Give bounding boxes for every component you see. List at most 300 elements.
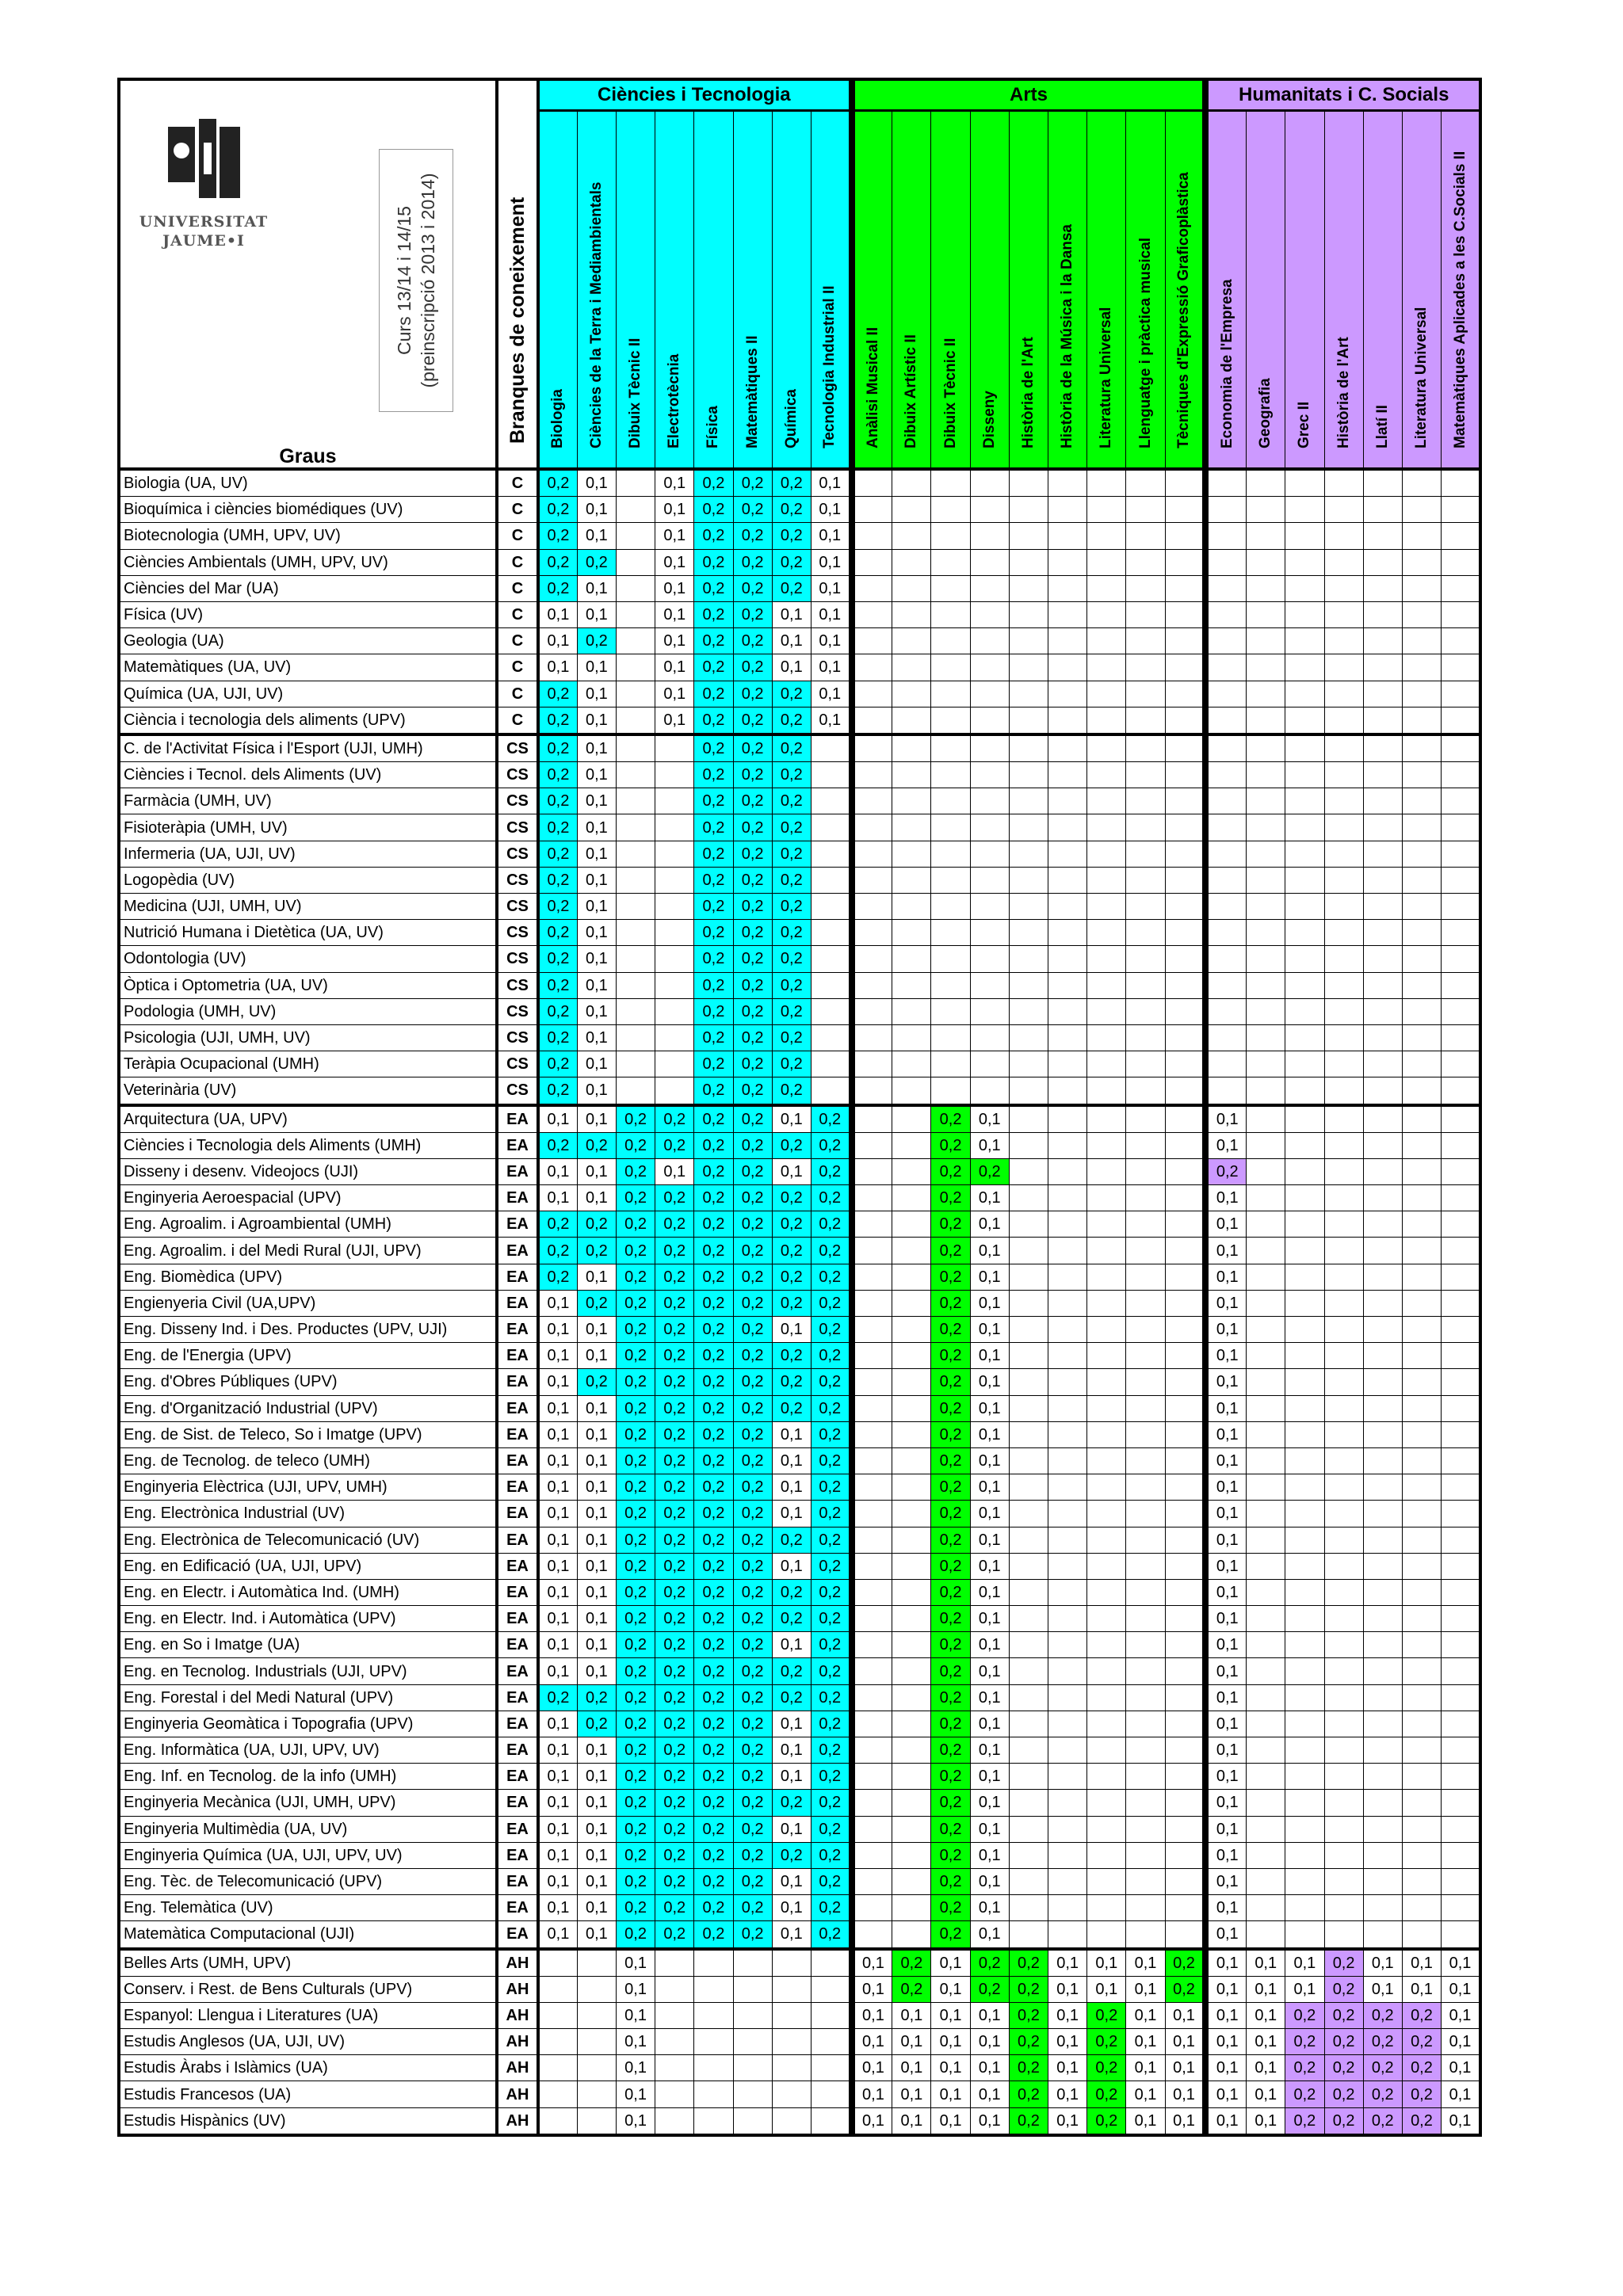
weight-cell [1247,1264,1285,1290]
weight-cell [1126,1051,1165,1077]
weight-cell [1087,1238,1126,1264]
weight-cell [931,841,970,867]
weight-cell: 0,1 [1165,2029,1204,2055]
weight-cell: 0,1 [1207,1579,1246,1605]
weight-cell [1442,1421,1480,1447]
weight-cell: 0,2 [733,1553,772,1579]
weight-cell: 0,2 [811,1317,850,1343]
weight-cell: 0,2 [616,1711,655,1737]
weight-cell [970,734,1009,762]
weight-cell [1048,998,1087,1024]
weight-cell [655,1024,694,1051]
weight-cell [1048,1132,1087,1158]
weight-cell: 0,1 [1207,1737,1246,1764]
weight-cell [970,894,1009,920]
weight-cell: 0,1 [1048,2055,1087,2081]
weight-cell: 0,2 [733,1579,772,1605]
weight-cell [1009,1527,1048,1553]
weight-cell: 0,2 [811,1185,850,1211]
weight-cell [1009,1895,1048,1921]
weight-cell: 0,2 [733,1816,772,1842]
branques-label: Branques de coneixement [506,196,529,444]
weight-cell [1048,1895,1087,1921]
weight-cell [1087,1764,1126,1790]
weight-cell: 0,1 [577,1632,616,1658]
weight-cell: 0,1 [892,2081,931,2107]
weight-cell [854,920,892,946]
subject-label: Ciències de la Terra i Mediambientals [587,181,605,448]
weight-cell: 0,1 [1207,1921,1246,1949]
weight-cell [1126,788,1165,814]
weight-cell [1285,946,1324,972]
weight-cell: 0,2 [1087,2002,1126,2028]
weight-cell [1324,1527,1363,1553]
weight-cell [1048,575,1087,601]
weight-cell: 0,2 [694,920,733,946]
weight-cell: 0,2 [538,998,577,1024]
weight-cell: 0,2 [616,1369,655,1395]
weight-cell [1285,1790,1324,1816]
weight-cell [1402,1501,1441,1527]
weight-cell [1363,1632,1402,1658]
table-row [119,1238,1480,1264]
weight-cell [1442,894,1480,920]
weight-cell [1009,497,1048,523]
weight-cell: 0,2 [733,497,772,523]
weight-cell: 0,2 [694,1051,733,1077]
weight-cell [811,1077,850,1105]
branch-code: EA [497,1553,538,1579]
weight-cell [811,867,850,893]
weight-cell: 0,2 [694,762,733,788]
weight-cell [1285,1684,1324,1711]
weight-cell [655,788,694,814]
weight-cell [1009,1764,1048,1790]
weight-cell [1087,523,1126,549]
table-row [119,1158,1480,1184]
weight-cell: 0,2 [733,1632,772,1658]
weight-cell [892,1868,931,1894]
weight-cell [1247,523,1285,549]
weight-cell [892,1737,931,1764]
weight-cell [1363,1553,1402,1579]
weight-cell [1009,1211,1048,1238]
weight-cell [1442,946,1480,972]
weight-cell [854,1684,892,1711]
weight-cell: 0,1 [1247,2002,1285,2028]
degree-name: Geologia (UA) [119,628,497,654]
weight-cell [1165,1658,1204,1684]
branch-code: EA [497,1421,538,1447]
weight-cell: 0,1 [538,1553,577,1579]
weight-cell [538,1976,577,2002]
branch-code: EA [497,1579,538,1605]
weight-cell [1285,1395,1324,1421]
weight-cell [1402,1105,1441,1133]
weight-cell [970,549,1009,575]
weight-cell: 0,2 [616,1238,655,1264]
weight-cell [1285,920,1324,946]
degree-name: Biotecnologia (UMH, UPV, UV) [119,523,497,549]
weight-cell [1363,920,1402,946]
weight-cell: 0,2 [733,1474,772,1501]
weight-cell: 0,2 [538,734,577,762]
degree-name: Nutrició Humana i Dietètica (UA, UV) [119,920,497,946]
weight-cell [1442,1395,1480,1421]
weight-cell: 0,1 [1048,2081,1087,2107]
weight-cell: 0,2 [538,867,577,893]
access-weights-table [117,78,1482,2137]
weight-cell [1165,549,1204,575]
weight-cell [1402,972,1441,998]
weight-cell [1009,972,1048,998]
weight-cell: 0,2 [733,1868,772,1894]
weight-cell [655,2002,694,2028]
weight-cell [655,946,694,972]
weight-cell: 0,2 [733,1737,772,1764]
branch-code: CS [497,894,538,920]
table-row [119,788,1480,814]
weight-cell: 0,1 [1207,1105,1246,1133]
weight-cell: 0,2 [694,1105,733,1133]
weight-cell [1442,1579,1480,1605]
weight-cell: 0,1 [577,1024,616,1051]
weight-cell [1324,841,1363,867]
branch-code: CS [497,734,538,762]
branch-code: CS [497,1051,538,1077]
curs-line-2: (preinscripció 2013 i 2014) [418,173,438,388]
weight-cell: 0,2 [733,1343,772,1369]
weight-cell: 0,1 [772,1737,811,1764]
weight-cell [1442,1711,1480,1737]
weight-cell: 0,2 [694,1447,733,1474]
weight-cell [1165,788,1204,814]
weight-cell [1126,1343,1165,1369]
weight-cell [1363,762,1402,788]
weight-cell [1324,1105,1363,1133]
weight-cell [1087,1369,1126,1395]
weight-cell [1048,497,1087,523]
weight-cell [616,894,655,920]
weight-cell [1126,1527,1165,1553]
weight-cell [1207,575,1246,601]
weight-cell [1402,1711,1441,1737]
branch-code: AH [497,1949,538,1977]
weight-cell [1165,1024,1204,1051]
weight-cell [931,920,970,946]
weight-cell [1402,1658,1441,1684]
weight-cell [854,707,892,734]
table-row [119,1606,1480,1632]
weight-cell [1087,1395,1126,1421]
weight-cell: 0,1 [1207,1185,1246,1211]
weight-cell [1285,1132,1324,1158]
weight-cell: 0,1 [1207,1501,1246,1527]
weight-cell: 0,1 [1442,1976,1480,2002]
weight-cell [1165,1343,1204,1369]
weight-cell [616,814,655,841]
table-row [119,523,1480,549]
weight-cell [1126,575,1165,601]
weight-cell: 0,2 [772,549,811,575]
weight-cell: 0,2 [1285,2002,1324,2028]
weight-cell: 0,2 [733,1024,772,1051]
weight-cell [1087,1051,1126,1077]
weight-cell [1324,1290,1363,1316]
graus-label: Graus [279,445,337,467]
weight-cell [1048,1527,1087,1553]
weight-cell [1285,1051,1324,1077]
weight-cell: 0,1 [577,841,616,867]
branch-code: EA [497,1606,538,1632]
table-row [119,1949,1480,1977]
degree-name: Eng. Informàtica (UA, UJI, UPV, UV) [119,1737,497,1764]
weight-cell [1402,1369,1441,1395]
weight-cell: 0,1 [970,2002,1009,2028]
weight-cell [1324,681,1363,707]
weight-cell [1324,788,1363,814]
weight-cell: 0,1 [1207,1553,1246,1579]
weight-cell: 0,1 [854,2055,892,2081]
weight-cell [1247,814,1285,841]
weight-cell [1324,1658,1363,1684]
weight-cell: 0,1 [772,601,811,627]
weight-cell: 0,2 [538,469,577,497]
weight-cell [1324,1447,1363,1474]
weight-cell: 0,1 [970,1421,1009,1447]
weight-cell: 0,2 [655,1290,694,1316]
weight-cell: 0,1 [970,1211,1009,1238]
branch-code: EA [497,1737,538,1764]
weight-cell [1087,707,1126,734]
weight-cell [892,867,931,893]
weight-cell [1363,1737,1402,1764]
weight-cell [1165,762,1204,788]
weight-cell: 0,2 [694,1238,733,1264]
weight-cell [733,2107,772,2135]
weight-cell [970,946,1009,972]
weight-cell [577,2055,616,2081]
weight-cell [1324,1501,1363,1527]
weight-cell [1324,523,1363,549]
weight-cell [1402,1684,1441,1711]
weight-cell [1324,1132,1363,1158]
weight-cell: 0,1 [772,628,811,654]
weight-cell [1324,734,1363,762]
weight-cell: 0,2 [616,1158,655,1184]
weight-cell [1442,920,1480,946]
weight-cell [1442,601,1480,627]
weight-cell [1207,920,1246,946]
weight-cell: 0,1 [1207,2055,1246,2081]
weight-cell: 0,2 [616,1501,655,1527]
weight-cell: 0,1 [1207,1238,1246,1264]
weight-cell [892,1895,931,1921]
weight-cell [1442,1606,1480,1632]
weight-cell: 0,2 [970,1949,1009,1977]
weight-cell [892,497,931,523]
weight-cell [1442,762,1480,788]
branch-code: EA [497,1711,538,1737]
weight-cell [1087,1553,1126,1579]
weight-cell: 0,2 [1324,1976,1363,2002]
weight-cell [1402,1317,1441,1343]
weight-cell [1247,1764,1285,1790]
weight-cell [1402,1132,1441,1158]
weight-cell [1207,734,1246,762]
weight-cell: 0,1 [1126,2081,1165,2107]
weight-cell: 0,2 [811,1868,850,1894]
weight-cell [1324,920,1363,946]
weight-cell: 0,2 [811,1921,850,1949]
weight-cell [1402,1816,1441,1842]
weight-cell: 0,2 [694,1658,733,1684]
weight-cell: 0,2 [772,1527,811,1553]
weight-cell [1363,946,1402,972]
weight-cell [1165,1632,1204,1658]
weight-cell [1324,1816,1363,1842]
weight-cell [1324,1711,1363,1737]
degree-name: Infermeria (UA, UJI, UV) [119,841,497,867]
weight-cell [1402,1077,1441,1105]
weight-cell: 0,1 [1087,1949,1126,1977]
weight-cell [1048,1816,1087,1842]
degree-name: Estudis Hispànics (UV) [119,2107,497,2135]
table-row [119,1211,1480,1238]
weight-cell: 0,1 [577,654,616,681]
weight-cell [892,1447,931,1474]
weight-cell [1442,1238,1480,1264]
weight-cell [1207,469,1246,497]
subject-label: Literatura Universal [1098,307,1115,448]
weight-cell [1126,1868,1165,1894]
degree-name: Estudis Àrabs i Islàmics (UA) [119,2055,497,2081]
subject-header [1207,111,1246,470]
weight-cell [1324,1185,1363,1211]
weight-cell [1048,867,1087,893]
weight-cell [1009,1290,1048,1316]
weight-cell: 0,1 [1442,2081,1480,2107]
weight-cell: 0,1 [811,707,850,734]
weight-cell [1048,601,1087,627]
table-row [119,1474,1480,1501]
weight-cell: 0,2 [733,707,772,734]
weight-cell [854,1579,892,1605]
weight-cell [811,841,850,867]
weight-cell [1363,1579,1402,1605]
weight-cell: 0,1 [1126,2029,1165,2055]
weight-cell: 0,2 [538,972,577,998]
subject-header [1048,111,1087,470]
weight-cell [931,469,970,497]
weight-cell [970,972,1009,998]
degree-name: Eng. en Tecnolog. Industrials (UJI, UPV) [119,1658,497,1684]
weight-cell [1009,1711,1048,1737]
weight-cell [538,2107,577,2135]
weight-cell [1402,707,1441,734]
degree-name: Eng. Biomèdica (UPV) [119,1264,497,1290]
weight-cell [1247,1527,1285,1553]
weight-cell [1324,1632,1363,1658]
weight-cell [538,2029,577,2055]
degree-name: Òptica i Optometria (UA, UV) [119,972,497,998]
weight-cell: 0,1 [1126,2055,1165,2081]
weight-cell [854,1421,892,1447]
subject-header [1402,111,1441,470]
weight-cell: 0,1 [931,2107,970,2135]
weight-cell: 0,2 [772,1790,811,1816]
weight-cell [616,497,655,523]
weight-cell [1285,549,1324,575]
weight-cell [1247,1895,1285,1921]
weight-cell [538,2081,577,2107]
weight-cell [538,2055,577,2081]
weight-cell [811,894,850,920]
weight-cell: 0,2 [616,1395,655,1421]
weight-cell [1126,1764,1165,1790]
weight-cell: 0,1 [970,1105,1009,1133]
weight-cell [1009,1264,1048,1290]
weight-cell: 0,2 [733,1501,772,1527]
weight-cell [1442,469,1480,497]
weight-cell: 0,1 [655,1158,694,1184]
weight-cell [616,998,655,1024]
weight-cell [892,1711,931,1737]
weight-cell: 0,2 [694,841,733,867]
weight-cell [854,469,892,497]
weight-cell [1165,841,1204,867]
weight-cell [854,681,892,707]
weight-cell: 0,2 [694,788,733,814]
weight-cell: 0,1 [931,2029,970,2055]
weight-cell: 0,1 [772,1447,811,1474]
weight-cell [1247,1553,1285,1579]
weight-cell: 0,2 [733,1317,772,1343]
weight-cell [1247,497,1285,523]
weight-cell [1402,1579,1441,1605]
weight-cell: 0,2 [694,1158,733,1184]
weight-cell: 0,1 [577,867,616,893]
degree-name: Arquitectura (UA, UPV) [119,1105,497,1133]
weight-cell [811,734,850,762]
weight-cell [1126,1447,1165,1474]
subject-header [1009,111,1048,470]
weight-cell: 0,2 [538,1264,577,1290]
weight-cell [1087,920,1126,946]
weight-cell [892,972,931,998]
branch-code: EA [497,1895,538,1921]
degree-name: Matemàtiques (UA, UV) [119,654,497,681]
weight-cell: 0,2 [931,1921,970,1949]
weight-cell [892,1132,931,1158]
weight-cell [1402,841,1441,867]
weight-cell [1442,654,1480,681]
subject-header [970,111,1009,470]
weight-cell: 0,2 [694,1077,733,1105]
weight-cell [1087,1711,1126,1737]
weight-cell: 0,2 [694,894,733,920]
weight-cell: 0,2 [733,1395,772,1421]
weight-cell [1247,1024,1285,1051]
weight-cell: 0,1 [931,2002,970,2028]
weight-cell [1087,1579,1126,1605]
weight-cell [1285,1185,1324,1211]
weight-cell: 0,2 [616,1553,655,1579]
weight-cell [1009,1158,1048,1184]
weight-cell: 0,1 [1207,1474,1246,1501]
weight-cell: 0,1 [577,1895,616,1921]
weight-cell [854,1051,892,1077]
